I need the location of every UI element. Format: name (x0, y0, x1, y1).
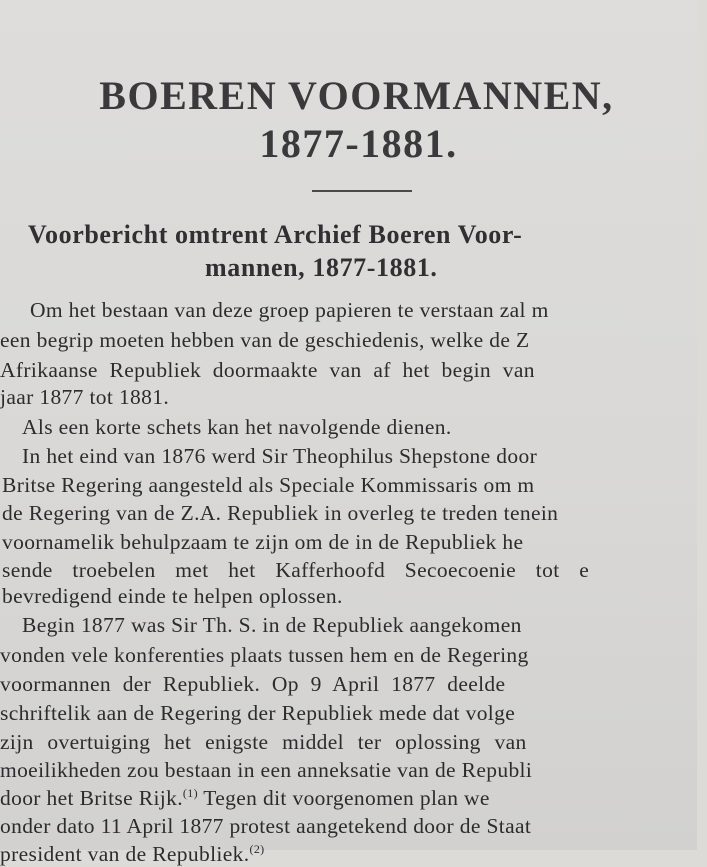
body-line: In het eind van 1876 werd Sir Theophilus Shepstone door (22, 444, 538, 468)
body-line: een begrip moeten hebben van de geschiedenis, welke de Z (0, 328, 530, 352)
section-heading: Voorbericht omtrent Archief Boeren Voor- (28, 220, 523, 249)
document-title-years: 1877-1881. (259, 121, 458, 166)
body-line: voormannen der Republiek. Op 9 April 1877 deelde (0, 672, 506, 696)
body-line: Om het bestaan van deze groep papieren te verstaan zal m (30, 298, 549, 322)
body-line: jaar 1877 tot 1881. (0, 385, 170, 409)
body-line: Britse Regering aangesteld als Speciale Kommissaris om m (2, 473, 535, 497)
body-line-with-footnote (0, 842, 265, 867)
body-line-with-footnote (0, 786, 490, 811)
footnote-ref: (2) (249, 842, 265, 856)
body-line: moeilikheden zou bestaan in een anneksatie van de Republi (0, 758, 533, 782)
body-line: vonden vele konferenties plaats tussen hem en de Regering (0, 643, 529, 667)
body-line: Als een korte schets kan het navolgende dienen. (22, 415, 452, 439)
body-text: door het Britse Rijk. (0, 786, 183, 811)
body-line: bevredigend einde te helpen oplossen. (2, 584, 343, 608)
body-line: voornamelik behulpzaam te zijn om de in de Republiek he (2, 530, 524, 554)
body-text: president van de Republiek. (0, 842, 250, 867)
footnote-ref: (1) (182, 786, 198, 800)
section-heading-continued: mannen, 1877-1881. (205, 253, 438, 282)
body-line: sende troebelen met het Kafferhoofd Secoecoenie tot e (2, 558, 590, 582)
divider-rule (312, 190, 412, 192)
body-line: Afrikaanse Republiek doormaakte van af het begin van (0, 358, 535, 382)
body-line: Begin 1877 was Sir Th. S. in de Republiek aangekomen (22, 613, 522, 637)
body-line: de Regering van de Z.A. Republiek in overleg te treden tenein (2, 501, 559, 525)
body-line: zijn overtuiging het enigste middel ter oplossing van (0, 730, 527, 754)
body-line: onder dato 11 April 1877 protest aangetekend door de Staat (0, 814, 532, 838)
body-line: schriftelik aan de Regering der Republiek mede dat volge (0, 701, 516, 725)
document-title: BOEREN VOORMANNEN, (99, 73, 614, 118)
body-text: Tegen dit voorgenomen plan we (197, 786, 490, 811)
